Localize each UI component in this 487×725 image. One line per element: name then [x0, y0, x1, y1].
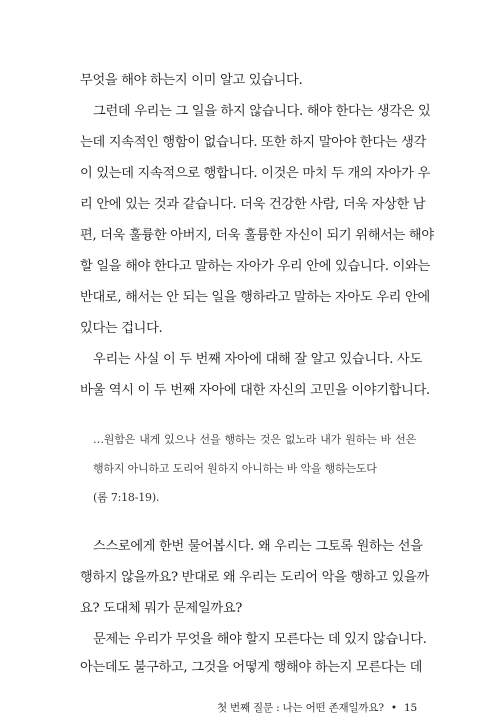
- body-text-line: 있다는 겁니다.: [80, 321, 163, 336]
- body-text-line: 는데 지속적인 행함이 없습니다. 또한 하지 말아야 한다는 생각: [80, 135, 427, 150]
- chapter-title: 첫 번째 질문 : 나는 어떤 존재일까요?: [216, 702, 384, 714]
- scripture-quote-line: 행하지 아니하고 도리어 원하지 아니하는 바 악을 행하는도다: [93, 462, 377, 475]
- body-text-line: 문제는 우리가 무엇을 해야 할지 모른다는 데 있지 않습니다.: [93, 632, 427, 647]
- body-text-line: 바울 역시 이 두 번째 자아에 대한 자신의 고민을 이야기합니다.: [80, 383, 430, 398]
- body-text-line: 우리는 사실 이 두 번째 자아에 대해 잘 알고 있습니다. 사도: [93, 352, 422, 367]
- body-text-line: 스스로에게 한번 물어봅시다. 왜 우리는 그토록 원하는 선을: [93, 539, 423, 554]
- scripture-quote-line: …원함은 내게 있으나 선을 행하는 것은 없노라 내가 원하는 바 선은: [93, 433, 416, 446]
- body-text-line: 그런데 우리는 그 일을 하지 않습니다. 해야 한다는 생각은 있: [93, 104, 431, 119]
- body-text-line: 할 일을 해야 한다고 말하는 자아가 우리 안에 있습니다. 이와는: [80, 259, 430, 274]
- body-text-line: 행하지 않을까요? 반대로 왜 우리는 도리어 악을 행하고 있을까: [80, 570, 429, 585]
- scripture-reference: (롬 7:18-19).: [93, 491, 160, 504]
- body-text-line: 요? 도대체 뭐가 문제일까요?: [80, 601, 243, 616]
- body-text-line: 아는데도 불구하고, 그것을 어떻게 행해야 하는지 모른다는 데: [80, 660, 423, 675]
- page-footer: [217, 700, 417, 715]
- body-text-line: 반대로, 해서는 안 되는 일을 행하라고 말하는 자아도 우리 안에: [80, 290, 430, 305]
- page-number: 15: [404, 702, 417, 714]
- body-text-line: 편, 더욱 훌륭한 아버지, 더욱 훌륭한 자신이 되기 위해서는 해야: [80, 228, 434, 243]
- body-text-line: 이 있는데 지속적으로 행합니다. 이것은 마치 두 개의 자아가 우: [80, 166, 430, 181]
- footer-bullet: •: [390, 702, 397, 714]
- body-text-line: 무엇을 해야 하는지 이미 알고 있습니다.: [80, 73, 303, 88]
- body-text-line: 리 안에 있는 것과 같습니다. 더욱 건강한 사람, 더욱 자상한 남: [80, 197, 426, 212]
